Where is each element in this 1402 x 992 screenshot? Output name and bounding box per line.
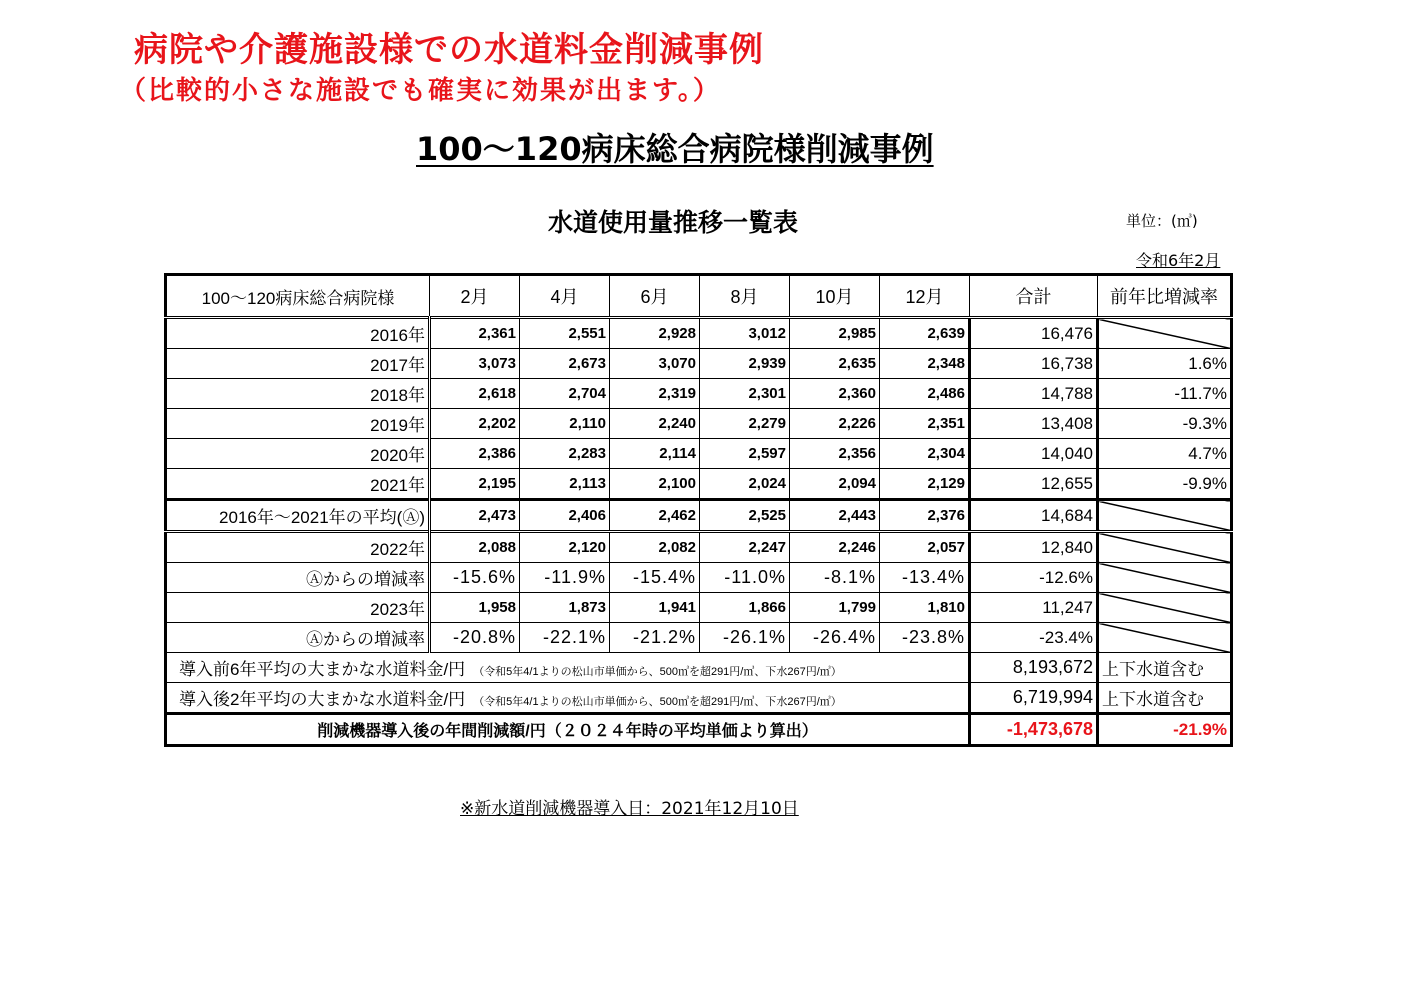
month-value: 2,356	[790, 439, 880, 469]
cost-label-text: 導入前6年平均の大まかな水道料金/円	[179, 660, 466, 679]
month-value: 2,376	[880, 500, 970, 532]
month-value: 2,195	[430, 469, 520, 500]
month-value: 2,100	[610, 469, 700, 500]
row-total: 14,040	[970, 439, 1098, 469]
month-value: 2,473	[430, 500, 520, 532]
month-value: -21.2%	[610, 623, 700, 653]
month-value: 2,024	[700, 469, 790, 500]
month-value: 2,635	[790, 349, 880, 379]
month-value: -11.0%	[700, 563, 790, 593]
cost-label-note: （令和5年4/1よりの松山市単価から、500㎥を超291円/㎥、下水267円/㎥）	[473, 696, 842, 708]
final-percent: -21.9%	[1098, 714, 1232, 746]
month-value: 2,088	[430, 532, 520, 563]
yoy-rate	[1098, 593, 1232, 623]
row-label: 2018年	[166, 379, 430, 409]
month-value: -26.4%	[790, 623, 880, 653]
month-value: 2,406	[520, 500, 610, 532]
row-total: 14,684	[970, 500, 1098, 532]
month-value: 2,525	[700, 500, 790, 532]
month-value: 2,110	[520, 409, 610, 439]
month-value: 3,073	[430, 349, 520, 379]
row-label: 2016年～2021年の平均(Ⓐ)	[166, 500, 430, 532]
month-value: 2,462	[610, 500, 700, 532]
month-value: 1,866	[700, 593, 790, 623]
cost-amount: 6,719,994	[970, 683, 1098, 714]
month-value: -15.4%	[610, 563, 700, 593]
yoy-rate: -9.9%	[1098, 469, 1232, 500]
month-value: 2,240	[610, 409, 700, 439]
month-value: 2,094	[790, 469, 880, 500]
change-rate-row	[166, 563, 1232, 593]
month-value: 2,304	[880, 439, 970, 469]
cost-amount: 8,193,672	[970, 653, 1098, 683]
row-label: Ⓐからの増減率	[166, 563, 430, 593]
year-row	[166, 379, 1232, 409]
month-value: 2,301	[700, 379, 790, 409]
row-total: -23.4%	[970, 623, 1098, 653]
header-month: 12月	[880, 275, 970, 318]
month-value: -8.1%	[790, 563, 880, 593]
month-value: 1,958	[430, 593, 520, 623]
year-row	[166, 532, 1232, 563]
month-value: 1,873	[520, 593, 610, 623]
average-row	[166, 500, 1232, 532]
subheadline: （比較的小さな施設でも確実に効果が出ます。）	[120, 76, 721, 106]
cost-row	[166, 683, 1232, 714]
month-value: 2,443	[790, 500, 880, 532]
cost-extra: 上下水道含む	[1098, 683, 1232, 714]
row-label: 2019年	[166, 409, 430, 439]
month-value: 2,057	[880, 532, 970, 563]
month-value: 2,319	[610, 379, 700, 409]
cost-label-note: （令和5年4/1よりの松山市単価から、500㎥を超291円/㎥、下水267円/㎥）	[473, 666, 842, 678]
header-month: 10月	[790, 275, 880, 318]
month-value: -26.1%	[700, 623, 790, 653]
date-label: 令和6年2月	[1136, 251, 1221, 270]
yoy-rate: 4.7%	[1098, 439, 1232, 469]
row-label: 2016年	[166, 318, 430, 349]
month-value: -15.6%	[430, 563, 520, 593]
row-label: 2017年	[166, 349, 430, 379]
month-value: -22.1%	[520, 623, 610, 653]
row-label: 2021年	[166, 469, 430, 500]
month-value: -13.4%	[880, 563, 970, 593]
month-value: -23.8%	[880, 623, 970, 653]
month-value: 2,939	[700, 349, 790, 379]
header-row	[166, 275, 1232, 318]
water-usage-table	[164, 273, 1233, 747]
unit-label: 単位：(㎥)	[1126, 212, 1198, 230]
year-row	[166, 409, 1232, 439]
month-value: 2,279	[700, 409, 790, 439]
month-value: 2,985	[790, 318, 880, 349]
cost-label	[166, 653, 970, 683]
header-name: 100～120病床総合病院様	[166, 275, 430, 318]
yoy-rate	[1098, 623, 1232, 653]
year-row	[166, 469, 1232, 500]
yoy-rate: 1.6%	[1098, 349, 1232, 379]
month-value: -11.9%	[520, 563, 610, 593]
month-value: -20.8%	[430, 623, 520, 653]
cost-extra: 上下水道含む	[1098, 653, 1232, 683]
yoy-rate	[1098, 318, 1232, 349]
final-row	[166, 714, 1232, 746]
month-value: 2,597	[700, 439, 790, 469]
change-rate-row	[166, 623, 1232, 653]
header-month: 4月	[520, 275, 610, 318]
month-value: 2,113	[520, 469, 610, 500]
row-total: 14,788	[970, 379, 1098, 409]
month-value: 1,810	[880, 593, 970, 623]
month-value: 2,551	[520, 318, 610, 349]
month-value: 2,226	[790, 409, 880, 439]
footnote: ※新水道削減機器導入日：2021年12月10日	[460, 799, 799, 819]
month-value: 2,360	[790, 379, 880, 409]
month-value: 2,361	[430, 318, 520, 349]
row-total: -12.6%	[970, 563, 1098, 593]
row-total: 12,840	[970, 532, 1098, 563]
row-total: 11,247	[970, 593, 1098, 623]
month-value: 2,120	[520, 532, 610, 563]
cost-label-text: 導入後2年平均の大まかな水道料金/円	[179, 690, 466, 709]
month-value: 2,386	[430, 439, 520, 469]
month-value: 1,799	[790, 593, 880, 623]
month-value: 3,070	[610, 349, 700, 379]
final-amount: -1,473,678	[970, 714, 1098, 746]
month-value: 2,928	[610, 318, 700, 349]
yoy-rate: -11.7%	[1098, 379, 1232, 409]
month-value: 3,012	[700, 318, 790, 349]
row-total: 16,476	[970, 318, 1098, 349]
cost-label	[166, 683, 970, 714]
month-value: 2,246	[790, 532, 880, 563]
month-value: 2,704	[520, 379, 610, 409]
month-value: 2,618	[430, 379, 520, 409]
yoy-rate: -9.3%	[1098, 409, 1232, 439]
month-value: 2,351	[880, 409, 970, 439]
month-value: 2,673	[520, 349, 610, 379]
row-label: 2022年	[166, 532, 430, 563]
main-title: 100～120病床総合病院様削減事例	[416, 130, 934, 168]
row-label: 2023年	[166, 593, 430, 623]
month-value: 2,114	[610, 439, 700, 469]
year-row	[166, 349, 1232, 379]
row-label: 2020年	[166, 439, 430, 469]
month-value: 2,247	[700, 532, 790, 563]
header-month: 8月	[700, 275, 790, 318]
year-row	[166, 593, 1232, 623]
headline: 病院や介護施設様での水道料金削減事例	[134, 30, 764, 70]
row-total: 16,738	[970, 349, 1098, 379]
month-value: 2,348	[880, 349, 970, 379]
yoy-rate	[1098, 532, 1232, 563]
month-value: 2,486	[880, 379, 970, 409]
yoy-rate	[1098, 500, 1232, 532]
row-label: Ⓐからの増減率	[166, 623, 430, 653]
year-row	[166, 318, 1232, 349]
month-value: 2,283	[520, 439, 610, 469]
header-total: 合計	[970, 275, 1098, 318]
header-month: 2月	[430, 275, 520, 318]
row-total: 13,408	[970, 409, 1098, 439]
header-month: 6月	[610, 275, 700, 318]
month-value: 2,639	[880, 318, 970, 349]
year-row	[166, 439, 1232, 469]
month-value: 2,082	[610, 532, 700, 563]
row-total: 12,655	[970, 469, 1098, 500]
yoy-rate	[1098, 563, 1232, 593]
month-value: 1,941	[610, 593, 700, 623]
month-value: 2,129	[880, 469, 970, 500]
header-yoy: 前年比増減率	[1098, 275, 1232, 318]
table-title: 水道使用量推移一覧表	[548, 208, 799, 237]
final-label: 削減機器導入後の年間削減額/円（２０２４年時の平均単価より算出）	[166, 714, 970, 746]
cost-row	[166, 653, 1232, 683]
month-value: 2,202	[430, 409, 520, 439]
